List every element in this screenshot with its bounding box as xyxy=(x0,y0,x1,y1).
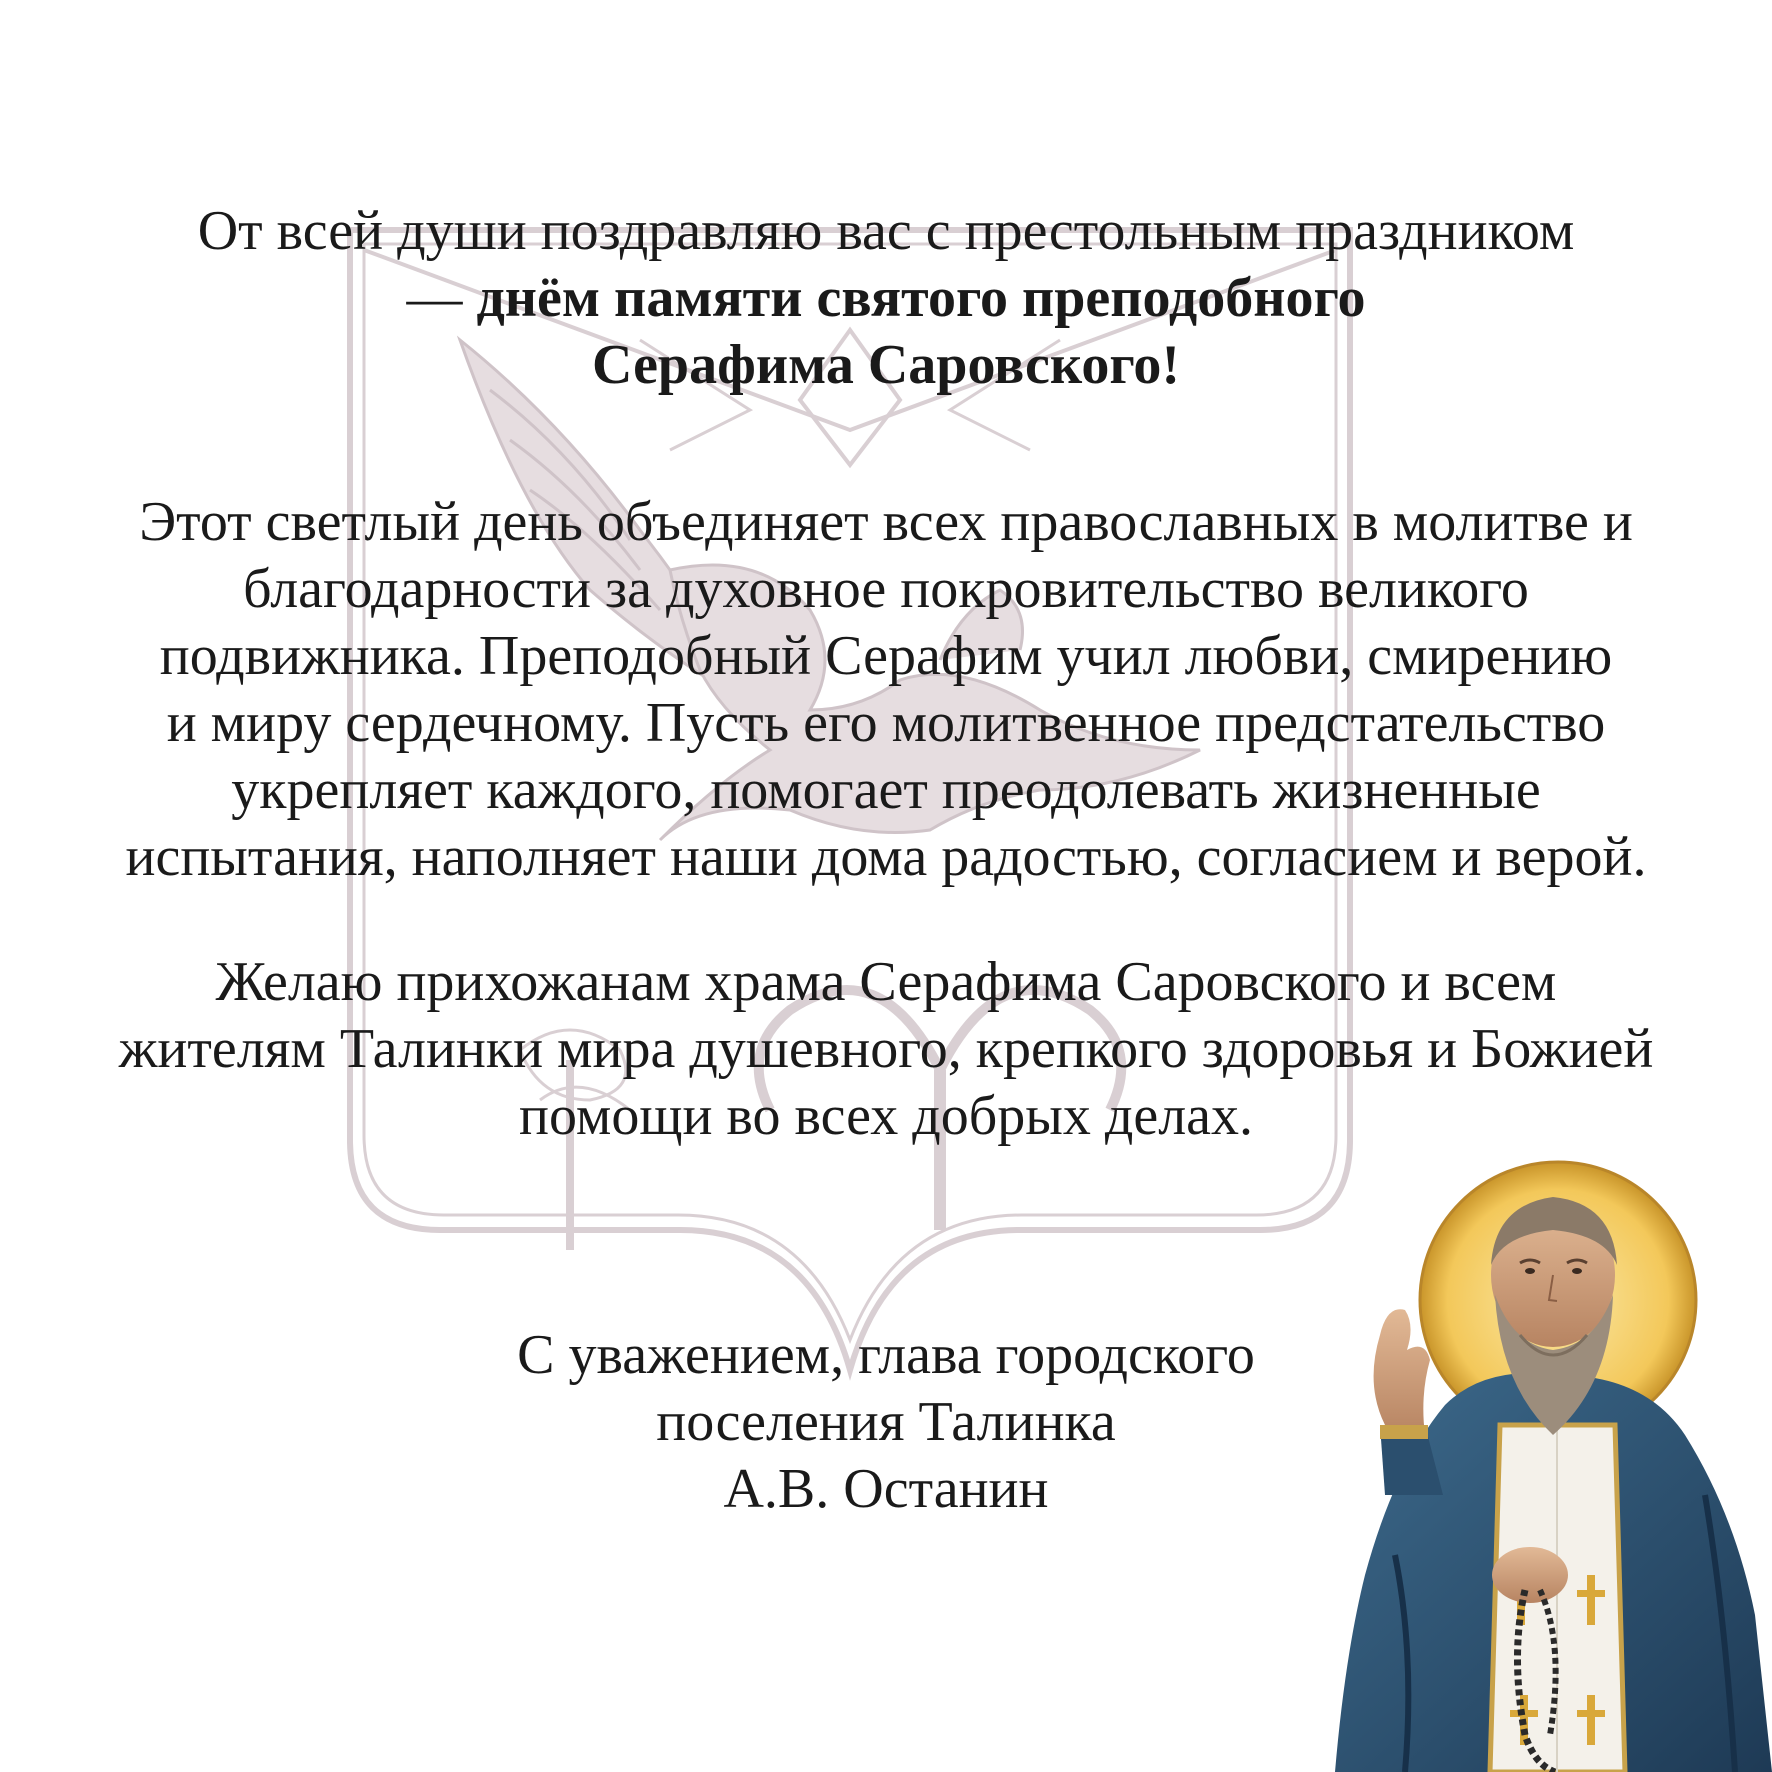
wishes-paragraph xyxy=(40,949,1732,1150)
paragraph-line: подвижника. Преподобный Серафим учил любви, смирению xyxy=(159,625,1613,687)
paragraph-line: благодарности за духовное покровительство великого xyxy=(243,558,1529,620)
saint-seraphim-icon xyxy=(1325,1135,1772,1772)
main-paragraph xyxy=(40,489,1732,891)
wishes-line: Желаю прихожанам храма Серафима Саровского и всем xyxy=(215,951,1557,1013)
paragraph-line: и миру сердечному. Пусть его молитвенное предстательство xyxy=(166,692,1606,754)
signature-line: поселения Талинка xyxy=(656,1391,1116,1453)
signature-name: А.В. Останин xyxy=(723,1458,1049,1520)
greeting-dash: — xyxy=(406,267,477,329)
greeting-line-3: Серафима Саровского! xyxy=(591,334,1181,396)
paragraph-line: испытания, наполняет наши дома радостью, согласием и верой. xyxy=(125,826,1647,888)
paragraph-line: Этот светлый день объединяет всех православных в молитве и xyxy=(139,491,1633,553)
greeting-line-2-bold: днём памяти святого преподобного xyxy=(476,267,1366,329)
greeting-heading xyxy=(40,198,1732,399)
signature-line: С уважением, глава городского xyxy=(517,1324,1255,1386)
wishes-line: жителям Талинки мира душевного, крепкого здоровья и Божией xyxy=(118,1018,1654,1080)
paragraph-line: укрепляет каждого, помогает преодолевать жизненные xyxy=(231,759,1541,821)
greeting-line-1: От всей души поздравляю вас с престольным праздником xyxy=(197,200,1575,262)
wishes-line: помощи во всех добрых делах. xyxy=(518,1085,1253,1147)
greeting-line-2 xyxy=(40,265,1732,332)
